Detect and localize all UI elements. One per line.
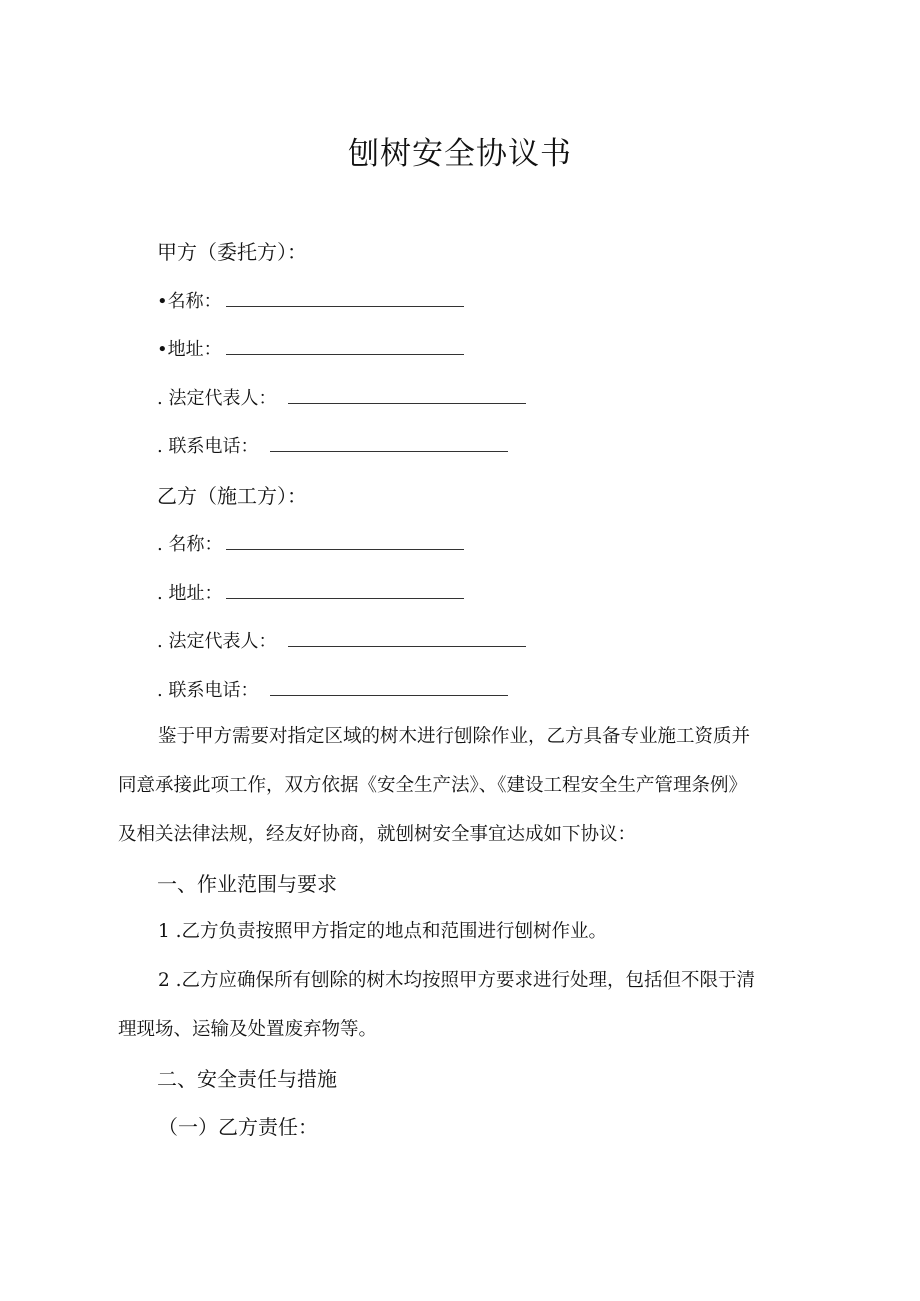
party-a-name-field	[157, 287, 464, 313]
party-a-legal-rep-blank[interactable]	[288, 385, 526, 404]
party-a-address-blank[interactable]	[226, 336, 464, 355]
party-a-legal-rep-label: . 法定代表人：	[157, 388, 277, 409]
party-b-name-blank[interactable]	[226, 531, 464, 550]
party-b-legal-rep-label: . 法定代表人：	[157, 631, 277, 652]
party-a-phone-label: . 联系电话：	[157, 436, 259, 457]
party-b-address-label: . 地址：	[157, 583, 223, 604]
preamble-line-3: 及相关法律法规，经友好协商，就刨树安全事宜达成如下协议：	[118, 824, 637, 845]
party-a-phone-field	[157, 432, 508, 458]
party-b-legal-rep-field	[157, 627, 526, 653]
section-2-subheading: （一）乙方责任：	[158, 1115, 318, 1139]
section-1-heading: 一、作业范围与要求	[157, 872, 337, 896]
section-1-item-2-cont: 理现场、运输及处置废弃物等。	[118, 1019, 378, 1040]
party-b-name-label: . 名称：	[157, 534, 223, 555]
party-a-legal-rep-field	[157, 384, 526, 410]
party-a-phone-blank[interactable]	[270, 433, 508, 452]
party-a-address-label: •地址：	[157, 339, 222, 360]
party-b-legal-rep-blank[interactable]	[288, 628, 526, 647]
party-a-address-field	[157, 335, 464, 361]
preamble-line-2: 同意承接此项工作，双方依据《安全生产法》、《建设工程安全生产管理条例》	[118, 775, 748, 796]
party-b-heading: 乙方（施工方）：	[157, 484, 307, 508]
section-1-item-1: 1 .乙方负责按照甲方指定的地点和范围进行刨树作业。	[158, 921, 608, 942]
party-a-name-blank[interactable]	[226, 288, 464, 307]
section-2-heading: 二、安全责任与措施	[157, 1067, 337, 1091]
party-a-heading: 甲方（委托方）：	[157, 240, 307, 264]
party-b-phone-label: . 联系电话：	[157, 680, 259, 701]
preamble-line-1: 鉴于甲方需要对指定区域的树木进行刨除作业，乙方具备专业施工资质并	[158, 726, 751, 747]
document-title: 刨树安全协议书	[348, 136, 572, 172]
party-b-address-field	[157, 579, 464, 605]
party-b-phone-blank[interactable]	[270, 677, 508, 696]
party-b-phone-field	[157, 676, 508, 702]
party-b-name-field	[157, 530, 464, 556]
section-1-item-2: 2 .乙方应确保所有刨除的树木均按照甲方要求进行处理，包括但不限于清	[158, 970, 756, 991]
party-b-address-blank[interactable]	[226, 580, 464, 599]
party-a-name-label: •名称：	[157, 291, 222, 312]
